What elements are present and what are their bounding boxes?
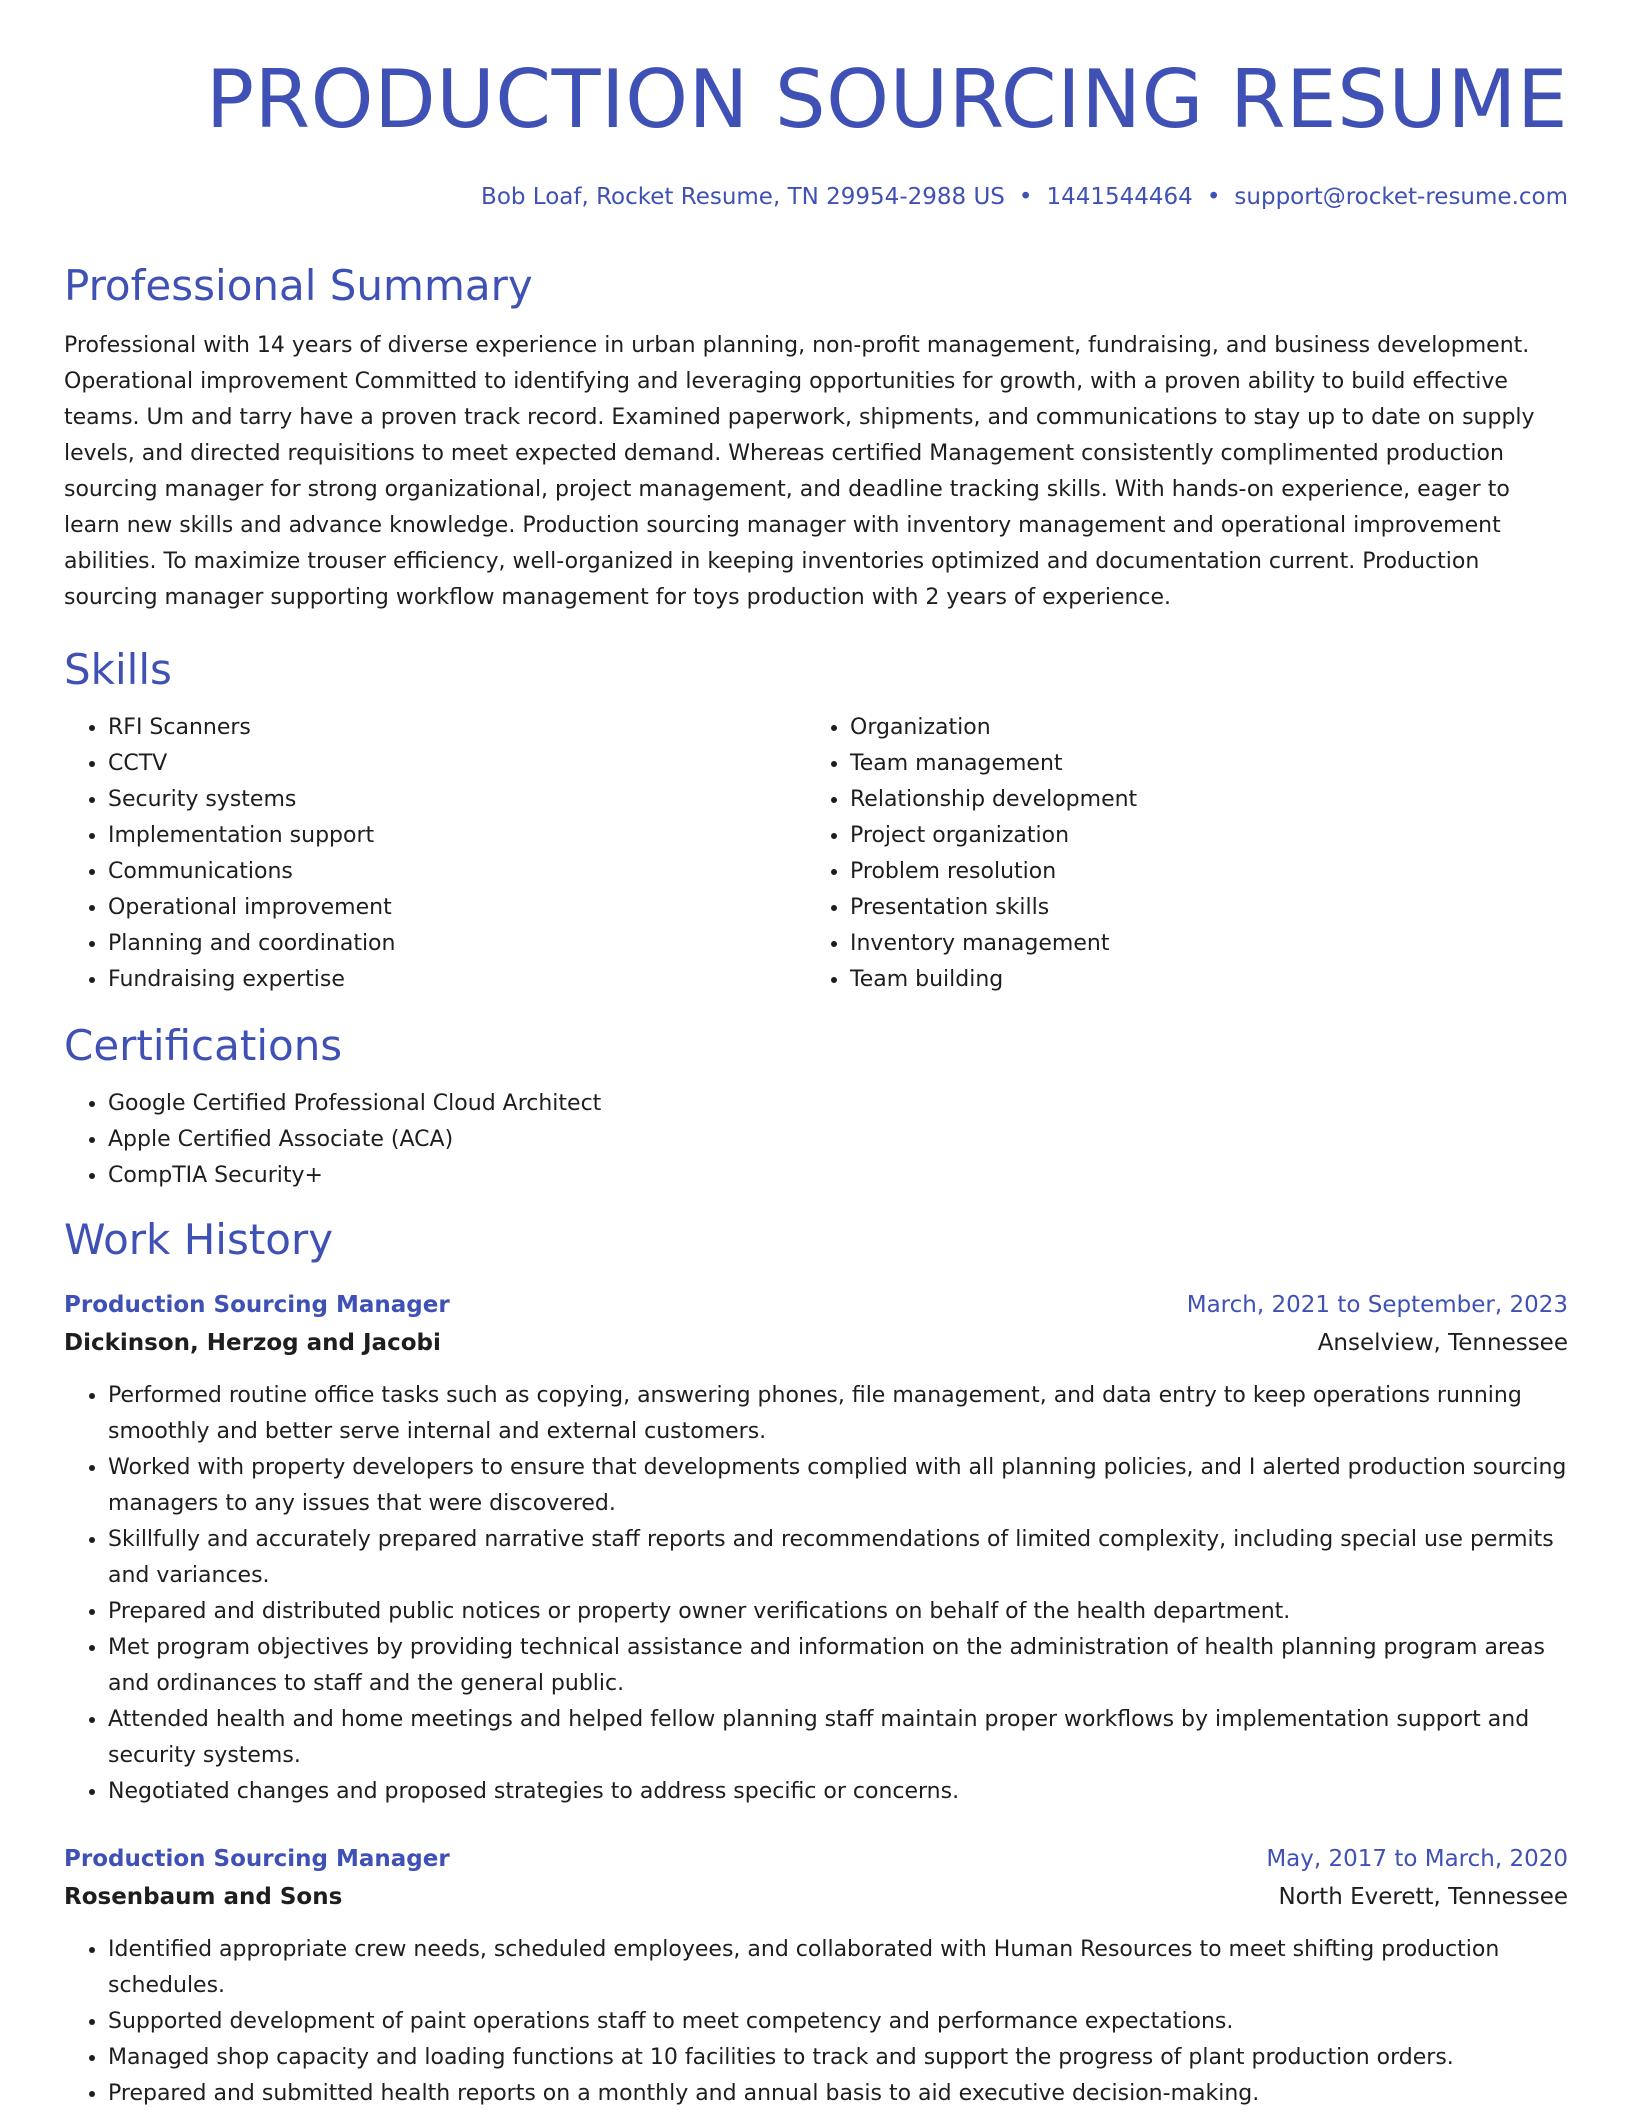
skill-item: • RFI Scanners	[108, 710, 806, 746]
job-bullet: • Attended health and home meetings and helped fellow planning staff maintain proper workflows by implementation support and security systems.	[108, 1702, 1568, 1774]
certification-item: • Google Certified Professional Cloud Architect	[108, 1086, 1568, 1122]
job-location: Anselview, Tennessee	[1317, 1330, 1568, 1356]
skill-item: • Inventory management	[850, 926, 1548, 962]
skill-item: • Relationship development	[850, 782, 1548, 818]
job-title-row	[64, 1840, 1568, 1878]
job-bullet: • Worked with property developers to ensure that developments complied with all planning policies, and I alerted production sourcing managers to any issues that were discovered.	[108, 1450, 1568, 1522]
certification-item: • CompTIA Security+	[108, 1158, 1568, 1194]
job-bullets	[64, 1378, 1568, 1810]
skill-item: • Communications	[108, 854, 806, 890]
skills-grid	[64, 710, 1568, 998]
job-bullet: • Negotiated changes and proposed strategies to address specific or concerns.	[108, 1774, 1568, 1810]
job-bullet: • Prepared and distributed public notices or property owner verifications on behalf of the health department.	[108, 1594, 1568, 1630]
skill-item: • Security systems	[108, 782, 806, 818]
contact-separator: •	[1206, 184, 1221, 210]
summary-heading: Professional Summary	[64, 261, 533, 310]
job-company-row	[64, 1324, 1568, 1362]
job-company: Rosenbaum and Sons	[64, 1884, 343, 1910]
certification-item: • Apple Certified Associate (ACA)	[108, 1122, 1568, 1158]
job-entry	[64, 1286, 1568, 1810]
job-dates: March, 2021 to September, 2023	[1186, 1292, 1568, 1318]
skill-item: • Organization	[850, 710, 1548, 746]
job-title-row	[64, 1286, 1568, 1324]
certifications-list	[64, 1086, 1568, 1194]
job-title: Production Sourcing Manager	[64, 1846, 450, 1872]
contact-separator: •	[1018, 184, 1033, 210]
job-company-row	[64, 1878, 1568, 1916]
job-bullet: • Skillfully and accurately prepared narrative staff reports and recommendations of limited complexity, including special use permits and variances.	[108, 1522, 1568, 1594]
contact-phone: 1441544464	[1046, 184, 1193, 210]
job-bullet: • Identified appropriate crew needs, scheduled employees, and collaborated with Human Resources to meet shifting production schedules.	[108, 1932, 1568, 2004]
skill-item: • Project organization	[850, 818, 1548, 854]
skill-item: • Implementation support	[108, 818, 806, 854]
skills-heading: Skills	[64, 645, 172, 694]
skill-item: • Planning and coordination	[108, 926, 806, 962]
skill-item: • Operational improvement	[108, 890, 806, 926]
skill-item: • Team building	[850, 962, 1548, 998]
job-bullet: • Met program objectives by providing technical assistance and information on the administration of health planning program areas and ordinances to staff and the general public.	[108, 1630, 1568, 1702]
contact-address: Bob Loaf, Rocket Resume, TN 29954-2988 US	[481, 184, 1005, 210]
job-title: Production Sourcing Manager	[64, 1292, 450, 1318]
contact-email: support@rocket-resume.com	[1234, 184, 1568, 210]
skills-list-right	[806, 710, 1548, 998]
contact-line	[64, 182, 1568, 212]
skill-item: • Fundraising expertise	[108, 962, 806, 998]
job-bullet: • Prepared and submitted health reports on a monthly and annual basis to aid executive decision-making.	[108, 2076, 1568, 2112]
job-bullet: • Supported development of paint operations staff to meet competency and performance expectations.	[108, 2004, 1568, 2040]
skill-item: • Team management	[850, 746, 1548, 782]
certifications-heading: Certifications	[64, 1021, 343, 1070]
skill-item: • CCTV	[108, 746, 806, 782]
job-bullets	[64, 1932, 1568, 2112]
work-history-heading: Work History	[64, 1215, 334, 1264]
job-bullet: • Managed shop capacity and loading functions at 10 facilities to track and support the progress of plant production orders.	[108, 2040, 1568, 2076]
job-entry	[64, 1840, 1568, 2112]
skills-column-right	[806, 710, 1548, 998]
job-bullet: • Performed routine office tasks such as copying, answering phones, file management, and data entry to keep operations running smoothly and better serve internal and external customers.	[108, 1378, 1568, 1450]
job-company: Dickinson, Herzog and Jacobi	[64, 1330, 441, 1356]
job-location: North Everett, Tennessee	[1278, 1884, 1568, 1910]
summary-text: Professional with 14 years of diverse experience in urban planning, non-profit management, fundraising, and business development. Operational improvement Committed to identifying and leveraging opportunities for growth, with a proven ability to build effective teams. Um and tarry have a proven track record. Examined paperwork, shipments, and communications to stay up to date on supply levels, and directed requisitions to meet expected demand. Whereas certified Management consistently complimented production sourcing manager for strong organizational, project management, and deadline tracking skills. With hands-on experience, eager to learn new skills and advance knowledge. Production sourcing manager with inventory management and operational improvement abilities. To maximize trouser efficiency, well-organized in keeping inventories optimized and documentation current. Production sourcing manager supporting workflow management for toys production with 2 years of experience.	[64, 333, 1535, 610]
job-dates: May, 2017 to March, 2020	[1266, 1846, 1568, 1872]
skill-item: • Presentation skills	[850, 890, 1548, 926]
skills-column-left	[64, 710, 806, 998]
skills-list-left	[64, 710, 806, 998]
skill-item: • Problem resolution	[850, 854, 1548, 890]
page-title: PRODUCTION SOURCING RESUME	[205, 53, 1568, 146]
